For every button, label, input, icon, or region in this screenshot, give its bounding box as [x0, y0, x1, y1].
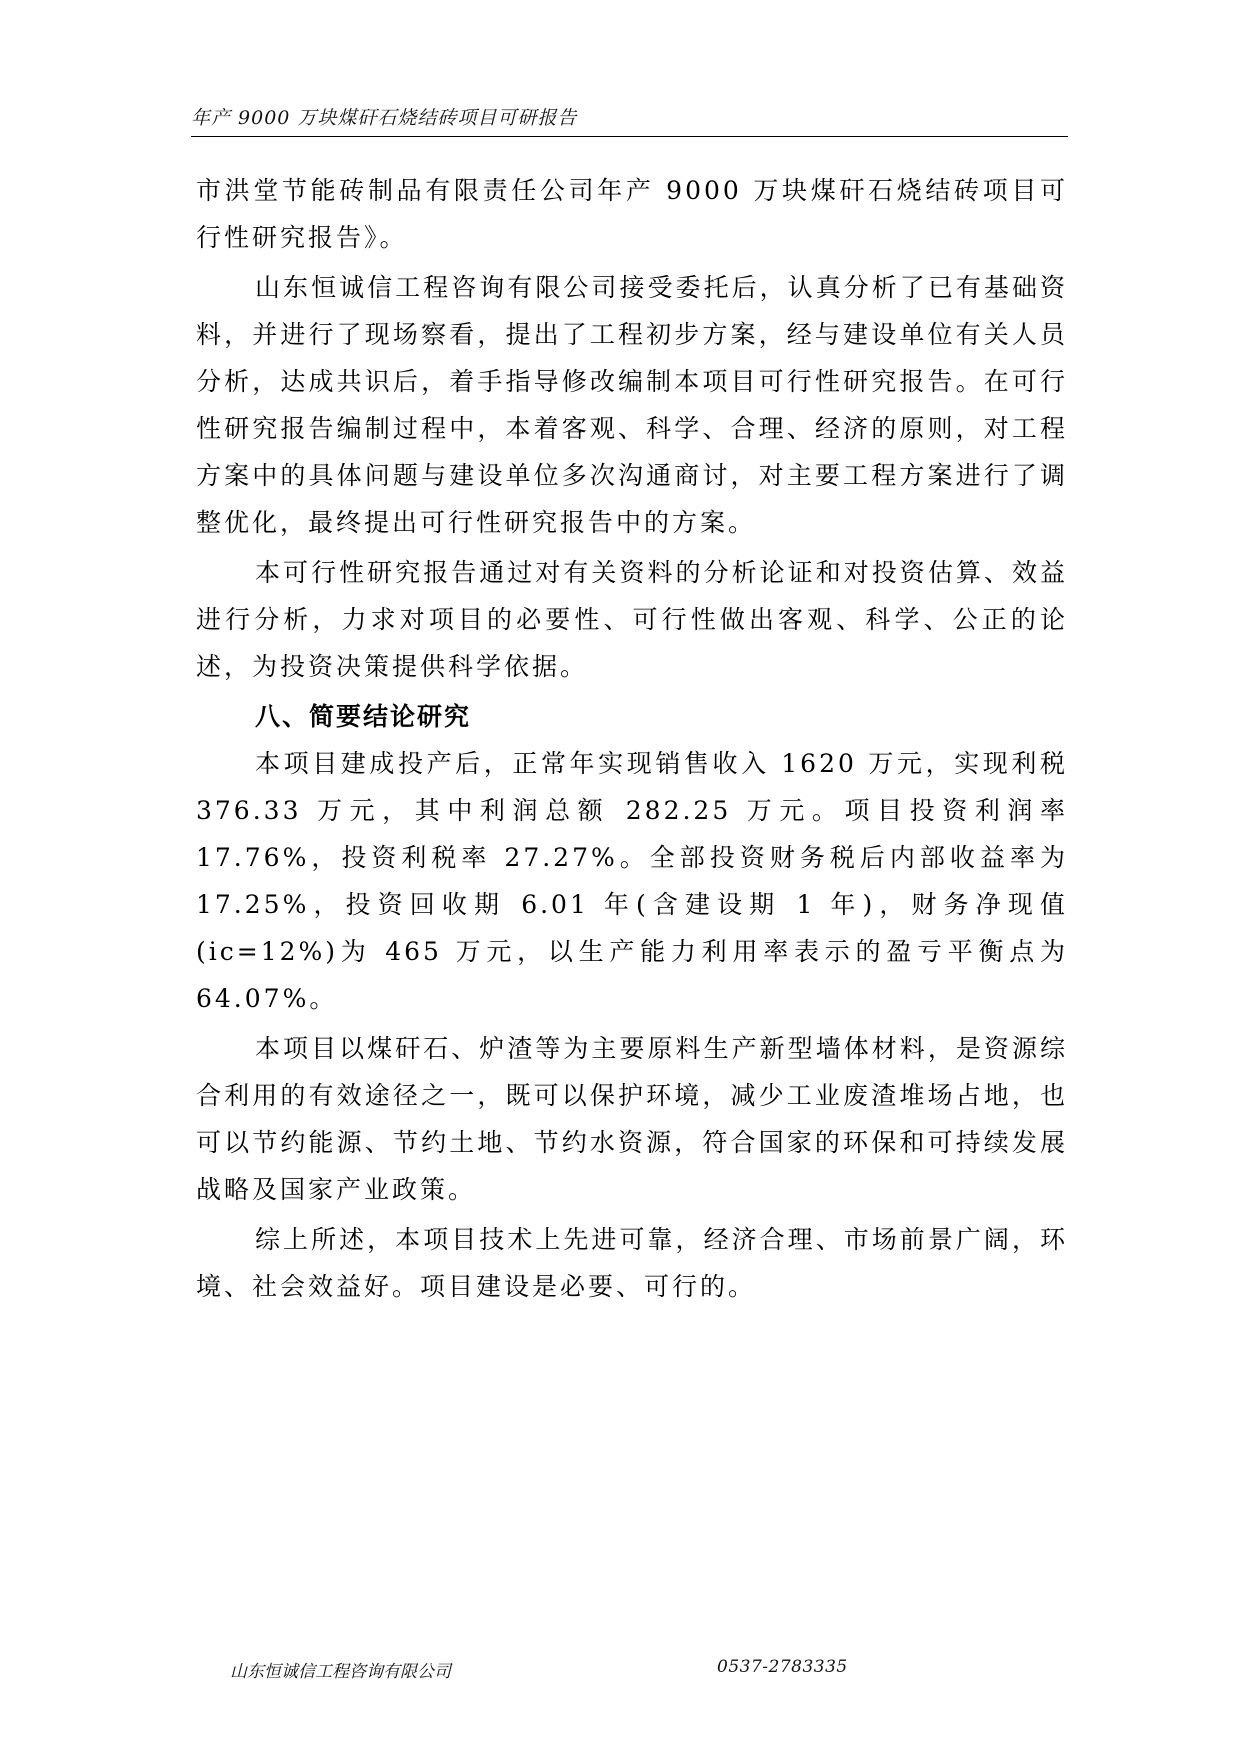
- footer-phone: 0537-2783335: [717, 1657, 848, 1677]
- header-title: 年产 9000 万块煤矸石烧结砖项目可研报告: [191, 107, 578, 129]
- paragraph-continuation: 市洪堂节能砖制品有限责任公司年产 9000 万块煤矸石烧结砖项目可行性研究报告》。: [196, 176, 1068, 252]
- paragraph-consulting: 山东恒诚信工程咨询有限公司接受委托后，认真分析了已有基础资料，并进行了现场察看，提出了工程初步方案，经与建设单位有关人员分析，达成共识后，着手指导修改编制本项目可行性研究报告。在可行性研究报告编制过程中，本着客观、科学、合理、经济的原则，对工程方案中的具体问题与建设单位多次沟通商讨，对主要工程方案进行了调整优化，最终提出可行性研究报告中的方案。: [196, 273, 1068, 537]
- paragraph-purpose: 本可行性研究报告通过对有关资料的分析论证和对投资估算、效益进行分析，力求对项目的必要性、可行性做出客观、科学、公正的论述，为投资决策提供科学依据。: [196, 558, 1068, 681]
- page-header: [191, 104, 1068, 137]
- paragraph-summary: 综上所述，本项目技术上先进可靠，经济合理、市场前景广阔，环境、社会效益好。项目建设是必要、可行的。: [196, 1225, 1068, 1301]
- footer-company: 山东恒诚信工程咨询有限公司: [230, 1662, 451, 1682]
- document-body: [196, 167, 1068, 1310]
- paragraph-financials: 本项目建成投产后，正常年实现销售收入 1620 万元，实现利税 376.33 万元，其中利润总额 282.25 万元。项目投资利润率 17.76%，投资利税率 27.27%。全部投资财务税后内部收益率为 17.25%，投资回收期 6.01 年(含建设期 1 年)，财务净现值(ic=12%)为 465 万元，以生产能力利用率表示的盈亏平衡点为 64.07%。: [196, 749, 1068, 1013]
- section-heading: 八、简要结论研究: [255, 702, 472, 731]
- page-footer: [0, 1657, 1241, 1687]
- paragraph-resources: 本项目以煤矸石、炉渣等为主要原料生产新型墙体材料，是资源综合利用的有效途径之一，既可以保护环境，减少工业废渣堆场占地，也可以节约能源、节约土地、节约水资源，符合国家的环保和可持续发展战略及国家产业政策。: [196, 1034, 1068, 1204]
